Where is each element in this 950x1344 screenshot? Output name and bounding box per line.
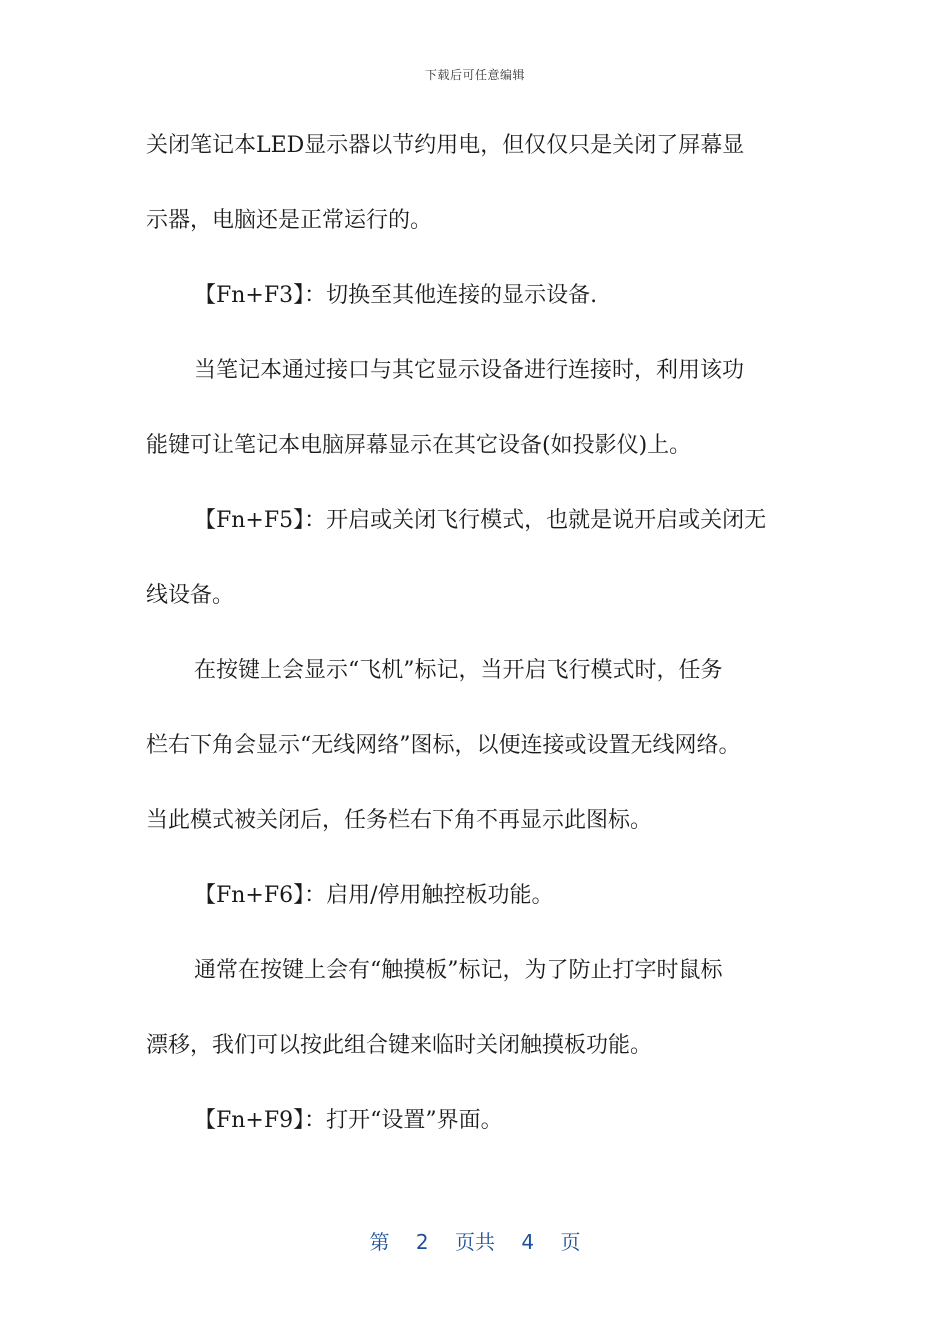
- text-line: 栏右下角会显示“无线网络”图标，以便连接或设置无线网络。: [146, 733, 741, 758]
- text-line: 【Fn+F5】：开启或关闭飞行模式，也就是说开启或关闭无: [194, 508, 767, 533]
- text-line: 【Fn+F3】：切换至其他连接的显示设备.: [194, 283, 598, 308]
- document-body: [146, 127, 826, 1177]
- text-line: 关闭笔记本LED显示器以节约用电，但仅仅只是关闭了屏幕显: [146, 133, 745, 158]
- text-line: 在按键上会显示“飞机”标记，当开启飞行模式时，任务: [194, 658, 723, 683]
- footer-total-pages: 4: [521, 1230, 535, 1254]
- footer-page-number: 2: [415, 1230, 429, 1254]
- text-line: 能键可让笔记本电脑屏幕显示在其它设备(如投影仪)上。: [146, 433, 692, 458]
- text-line: 漂移，我们可以按此组合键来临时关闭触摸板功能。: [146, 1033, 653, 1058]
- text-line: 【Fn+F9】：打开“设置”界面。: [194, 1108, 503, 1133]
- page-footer: [0, 1226, 950, 1255]
- text-line: 示器，电脑还是正常运行的。: [146, 208, 433, 233]
- header-note: 下载后可任意编辑: [424, 68, 525, 82]
- footer-total-label: 页共: [455, 1230, 495, 1254]
- text-line: 当笔记本通过接口与其它显示设备进行连接时，利用该功: [194, 358, 745, 383]
- footer-page-label: 第: [369, 1230, 390, 1254]
- text-line: 线设备。: [146, 583, 235, 608]
- text-line: 通常在按键上会有“触摸板”标记，为了防止打字时鼠标: [194, 958, 723, 983]
- footer-page-suffix: 页: [560, 1230, 581, 1254]
- text-line: 【Fn+F6】：启用/停用触控板功能。: [194, 883, 554, 908]
- text-line: 当此模式被关闭后，任务栏右下角不再显示此图标。: [146, 808, 653, 833]
